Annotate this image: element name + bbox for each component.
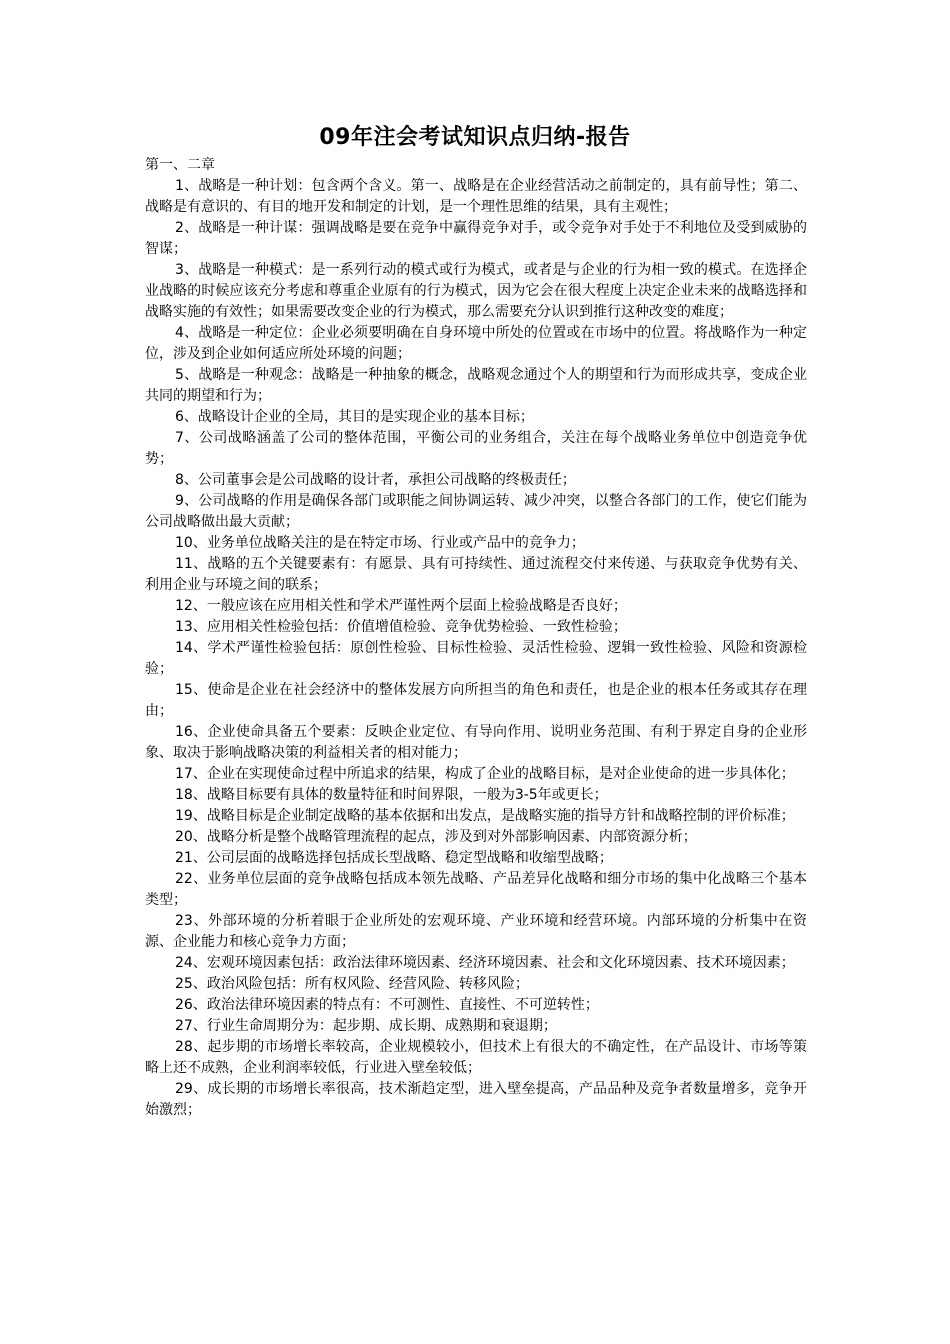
list-item: 25、政治风险包括：所有权风险、经营风险、转移风险； xyxy=(175,976,529,992)
list-item: 4、战略是一种定位：企业必须要明确在自身环境中所处的位置或在市场中的位置。将战略作为一种定位，涉及到企业如何适应所处环境的问题； xyxy=(145,325,807,362)
list-item: 8、公司董事会是公司战略的设计者，承担公司战略的终极责任； xyxy=(175,472,576,488)
list-item: 3、战略是一种模式：是一系列行动的模式或行为模式，或者是与企业的行为相一致的模式。在选择企业战略的时候应该充分考虑和尊重企业原有的行为模式，因为它会在很大程度上决定企业未来的战略选择和战略实施的有效性；如果需要改变企业的行为模式，那么需要充分认识到推行这种改变的难度； xyxy=(145,262,807,320)
document-title: 09年注会考试知识点归纳-报告 xyxy=(319,125,631,150)
list-item: 17、企业在实现使命过程中所追求的结果，构成了企业的战略目标，是对企业使命的进一步具体化； xyxy=(175,766,795,782)
list-item: 14、学术严谨性检验包括：原创性检验、目标性检验、灵活性检验、逻辑一致性检验、风险和资源检验； xyxy=(145,640,807,677)
list-item: 22、业务单位层面的竞争战略包括成本领先战略、产品差异化战略和细分市场的集中化战略三个基本类型； xyxy=(145,871,807,908)
list-item: 29、成长期的市场增长率很高，技术渐趋定型，进入壁垒提高，产品品种及竞争者数量增多，竞争开始激烈； xyxy=(145,1081,807,1118)
list-item: 20、战略分析是整个战略管理流程的起点，涉及到对外部影响因素、内部资源分析； xyxy=(175,829,697,845)
list-item: 23、外部环境的分析着眼于企业所处的宏观环境、产业环境和经营环境。内部环境的分析集中在资源、企业能力和核心竞争力方面； xyxy=(145,913,807,950)
list-item: 18、战略目标要有具体的数量特征和时间界限，一般为3-5年或更长； xyxy=(175,787,608,803)
chapter-heading: 第一、二章 xyxy=(145,157,215,173)
list-item: 13、应用相关性检验包括：价值增值检验、竞争优势检验、一致性检验； xyxy=(175,619,627,635)
list-item: 10、业务单位战略关注的是在特定市场、行业或产品中的竞争力； xyxy=(175,535,585,551)
list-item: 15、使命是企业在社会经济中的整体发展方向所担当的角色和责任，也是企业的根本任务或其存在理由； xyxy=(145,682,807,719)
list-item: 9、公司战略的作用是确保各部门或职能之间协调运转、减少冲突，以整合各部门的工作，使它们能为公司战略做出最大贡献； xyxy=(145,493,807,530)
document-body xyxy=(145,176,807,1121)
list-item: 21、公司层面的战略选择包括成长型战略、稳定型战略和收缩型战略； xyxy=(175,850,613,866)
list-item: 27、行业生命周期分为：起步期、成长期、成熟期和衰退期； xyxy=(175,1018,557,1034)
list-item: 12、一般应该在应用相关性和学术严谨性两个层面上检验战略是否良好； xyxy=(175,598,627,614)
list-item: 5、战略是一种观念：战略是一种抽象的概念，战略观念通过个人的期望和行为而形成共享，变成企业共同的期望和行为； xyxy=(145,367,807,404)
list-item: 7、公司战略涵盖了公司的整体范围，平衡公司的业务组合，关注在每个战略业务单位中创造竞争优势； xyxy=(145,430,807,467)
list-item: 1、战略是一种计划：包含两个含义。第一、战略是在企业经营活动之前制定的，具有前导性；第二、战略是有意识的、有目的地开发和制定的计划，是一个理性思维的结果，具有主观性； xyxy=(145,178,807,215)
list-item: 28、起步期的市场增长率较高，企业规模较小，但技术上有很大的不确定性，在产品设计、市场等策略上还不成熟，企业利润率较低，行业进入壁垒较低； xyxy=(145,1039,807,1076)
list-item: 6、战略设计企业的全局，其目的是实现企业的基本目标； xyxy=(175,409,534,425)
list-item: 11、战略的五个关键要素有：有愿景、具有可持续性、通过流程交付来传递、与获取竞争优势有关、利用企业与环境之间的联系； xyxy=(145,556,807,593)
list-item: 2、战略是一种计谋：强调战略是要在竞争中赢得竞争对手，或令竞争对手处于不利地位及受到威胁的智谋； xyxy=(145,220,807,257)
list-item: 19、战略目标是企业制定战略的基本依据和出发点，是战略实施的指导方针和战略控制的评价标准； xyxy=(175,808,795,824)
list-item: 16、企业使命具备五个要素：反映企业定位、有导向作用、说明业务范围、有利于界定自身的企业形象、取决于影响战略决策的利益相关者的相对能力； xyxy=(145,724,807,761)
list-item: 24、宏观环境因素包括：政治法律环境因素、经济环境因素、社会和文化环境因素、技术环境因素； xyxy=(175,955,795,971)
list-item: 26、政治法律环境因素的特点有：不可测性、直接性、不可逆转性； xyxy=(175,997,599,1013)
